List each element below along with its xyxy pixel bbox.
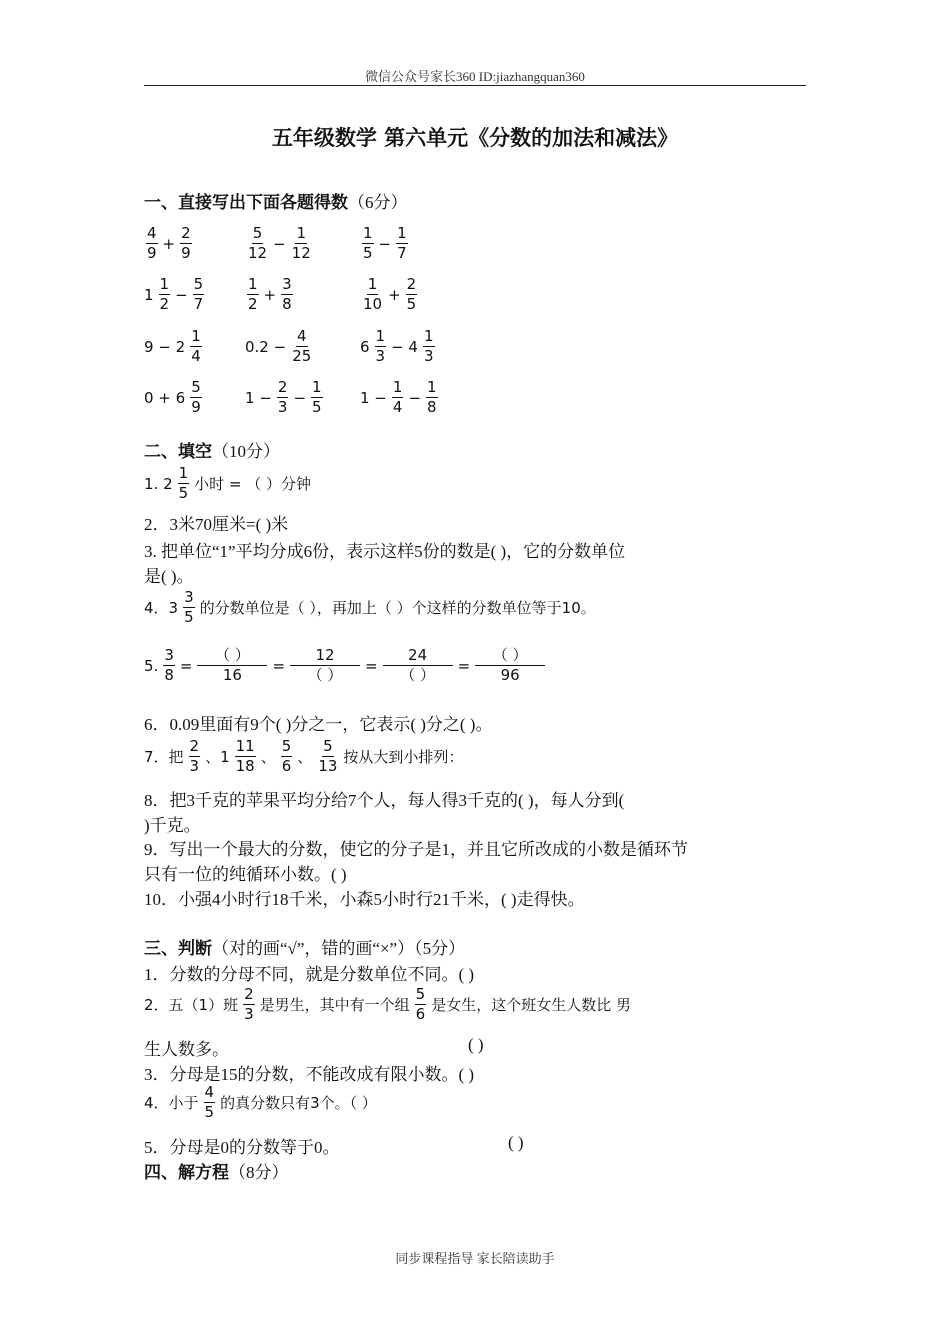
expr-text: 5. <box>144 656 159 675</box>
fraction-numerator: 1 <box>159 275 170 293</box>
fraction-denominator: 8 <box>427 398 437 416</box>
fraction <box>362 224 374 263</box>
q2-2: 2．3米70厘米=( )米 <box>144 515 289 534</box>
q3-2-line2: 生人数多。 <box>144 1040 229 1059</box>
fraction-denominator: 3 <box>189 757 200 775</box>
fraction-numerator: 1 <box>367 275 378 293</box>
fraction <box>291 327 312 366</box>
expr-text: 2．五（1）班 <box>144 996 239 1014</box>
expr-text: 、1 <box>205 748 230 766</box>
fraction-denominator: 7 <box>193 295 204 313</box>
fraction-numerator: 2 <box>189 737 200 755</box>
fraction-numerator: 5 <box>323 737 333 755</box>
fraction <box>383 646 453 685</box>
page-title: 五年级数学 第六单元《分数的加法和减法》 <box>271 126 679 150</box>
fraction-denominator: 5 <box>312 398 322 416</box>
fraction-denominator: 13 <box>318 757 338 775</box>
fraction-denominator: 3 <box>244 1005 254 1023</box>
fraction-numerator: 2 <box>244 985 254 1003</box>
fraction <box>159 275 171 314</box>
fraction <box>163 646 175 685</box>
fraction <box>311 378 323 417</box>
fraction-denominator: 25 <box>292 347 312 365</box>
calc-item <box>360 224 410 263</box>
fraction-numerator: 1 <box>248 275 258 293</box>
expr-text: 1. 2 <box>144 474 173 493</box>
fraction-numerator: 1 <box>427 378 437 396</box>
expr-text: − <box>175 285 188 304</box>
fraction-denominator: 4 <box>392 398 403 416</box>
expr-text: + <box>388 285 401 304</box>
calc-item <box>245 224 314 263</box>
fraction <box>247 224 268 263</box>
fraction-denominator: 4 <box>191 347 201 365</box>
expr-text: − <box>378 234 392 253</box>
page-header: 微信公众号家长360 ID:jiazhangquan360 <box>365 69 585 84</box>
fraction-denominator: 3 <box>423 347 434 365</box>
expr-text: − <box>408 388 422 407</box>
expr-text: 小时 = （ ）分钟 <box>194 475 312 493</box>
calc-item <box>144 224 194 263</box>
fraction-denominator: 9 <box>147 244 157 262</box>
fraction <box>183 588 195 627</box>
section1-heading: 一、直接写出下面各题得数（6分） <box>144 193 408 213</box>
fraction-numerator: 1 <box>363 224 373 242</box>
fraction <box>180 224 192 263</box>
fraction-numerator: 3 <box>164 646 174 664</box>
expr-text: 按从大到小排列： <box>343 748 464 766</box>
fraction-denominator: 5 <box>363 244 373 262</box>
expr-text: 是男生，其中有一个组 <box>259 996 410 1014</box>
calc-item <box>360 327 437 366</box>
fraction <box>193 275 205 314</box>
fraction <box>406 275 418 314</box>
q3-5-answer: ( ) <box>508 1133 524 1152</box>
expr-text: − <box>273 234 286 253</box>
fraction <box>235 737 256 776</box>
fraction-denominator: 7 <box>397 244 407 262</box>
page-footer: 同步课程指导 家长陪读助手 <box>395 1251 555 1266</box>
section2-heading: 二、填空（10分） <box>144 442 280 462</box>
fraction <box>178 464 190 503</box>
fraction-numerator: 1 <box>296 224 306 242</box>
fraction-numerator: 5 <box>252 224 263 242</box>
q3-5: 5．分母是0的分数等于0。 <box>144 1138 340 1157</box>
fraction <box>317 737 338 776</box>
expr-text: 1 <box>144 285 154 304</box>
fraction <box>197 646 267 685</box>
fraction <box>423 327 435 366</box>
expr-text: + <box>263 285 277 304</box>
fraction-denominator: 6 <box>281 757 292 775</box>
fraction-denominator: 12 <box>248 244 268 262</box>
fraction-numerator: 2 <box>181 224 191 242</box>
fraction <box>146 224 158 263</box>
calc-item <box>144 327 204 366</box>
fraction-numerator: 1 <box>392 378 403 396</box>
fraction-numerator: 11 <box>235 737 255 755</box>
fraction <box>375 327 387 366</box>
expr-text: 1 − <box>360 388 387 407</box>
fraction-denominator: 12 <box>291 244 311 262</box>
fraction-denominator: 96 <box>500 666 520 684</box>
fraction-numerator: 4 <box>204 1083 215 1101</box>
expr-text: 7．把 <box>144 748 184 766</box>
fraction-denominator: 8 <box>164 666 174 684</box>
expr-text: 4．3 <box>144 599 179 617</box>
fraction <box>392 378 404 417</box>
fraction-numerator: 5 <box>191 378 201 396</box>
fraction-numerator: 5 <box>415 985 426 1003</box>
fraction-denominator: 5 <box>184 608 194 626</box>
fraction-denominator: 18 <box>235 757 255 775</box>
fraction-denominator: 3 <box>277 398 288 416</box>
fraction <box>190 327 202 366</box>
expr-text: + <box>162 234 176 253</box>
fraction-numerator: 1 <box>397 224 407 242</box>
fraction <box>281 275 293 314</box>
fraction-numerator: 3 <box>184 588 194 606</box>
q3-1: 1．分数的分母不同，就是分数单位不同。( ) <box>144 965 475 984</box>
q2-8-line1: 8．把3千克的苹果平均分给7个人，每人得3千克的( )，每人分到( <box>144 791 625 810</box>
section4-heading: 四、解方程（8分） <box>144 1163 289 1183</box>
fraction-numerator: 1 <box>423 327 434 345</box>
expr-text: 4．小于 <box>144 1094 199 1112</box>
fraction-numerator: 12 <box>290 646 360 666</box>
fraction-denominator: 2 <box>248 295 258 313</box>
q2-1 <box>144 464 311 503</box>
expr-text: − <box>293 388 307 407</box>
expr-text: 0 + 6 <box>144 388 186 407</box>
calc-item <box>360 378 440 417</box>
fraction-numerator: 1 <box>178 464 189 482</box>
fraction <box>247 275 259 314</box>
q3-3: 3．分母是15的分数，不能改成有限小数。( ) <box>144 1065 475 1084</box>
calc-item <box>360 275 419 314</box>
fraction-numerator: 1 <box>375 327 386 345</box>
expr-text: 0.2 − <box>245 337 287 356</box>
fraction-numerator: （ ） <box>475 646 545 666</box>
fraction-denominator: 2 <box>159 295 170 313</box>
fraction <box>291 224 312 263</box>
fraction-numerator: （ ） <box>197 646 267 666</box>
fraction <box>281 737 293 776</box>
fraction-denominator: 5 <box>178 484 189 502</box>
fraction-denominator: 3 <box>375 347 386 365</box>
expr-text: 的真分数只有3个。（ ） <box>220 1094 377 1112</box>
calc-item <box>245 275 295 314</box>
fraction-numerator: 1 <box>312 378 322 396</box>
header-divider <box>144 85 806 86</box>
q2-10: 10．小强4小时行18千米，小森5小时行21千米，( )走得快。 <box>144 890 585 909</box>
q2-4 <box>144 588 596 627</box>
calc-item <box>245 327 314 366</box>
q2-6: 6．0.09里面有9个( )分之一，它表示( )分之( )。 <box>144 715 493 734</box>
expr-text: = <box>272 656 286 675</box>
q2-3-line1: 3. 把单位“1”平均分成6份，表示这样5份的数是( )，它的分数单位 <box>144 542 626 561</box>
q2-9-line1: 9．写出一个最大的分数，使它的分子是1，并且它所改成的小数是循环节 <box>144 840 688 859</box>
fraction <box>475 646 545 685</box>
fraction <box>204 1083 216 1122</box>
q3-2 <box>144 985 631 1024</box>
expr-text: 、 <box>260 748 276 766</box>
fraction-denominator: 5 <box>204 1103 215 1121</box>
expr-text: 1 − <box>245 388 272 407</box>
q3-2-answer: ( ) <box>468 1035 484 1054</box>
fraction <box>290 646 360 685</box>
q2-8-line2: )千克。 <box>144 816 201 835</box>
fraction <box>277 378 289 417</box>
calc-item <box>144 275 206 314</box>
expr-text: = <box>365 656 378 675</box>
calc-item <box>245 378 325 417</box>
fraction-denominator: （ ） <box>400 666 435 684</box>
q2-3-line2: 是( )。 <box>144 567 194 586</box>
fraction-denominator: 9 <box>181 244 191 262</box>
fraction <box>362 275 383 314</box>
fraction <box>396 224 408 263</box>
fraction-numerator: 2 <box>277 378 288 396</box>
fraction <box>190 378 202 417</box>
fraction-denominator: 6 <box>415 1005 426 1023</box>
q2-5 <box>144 646 547 685</box>
expr-text: 9 − 2 <box>144 337 186 356</box>
expr-text: 的分数单位是（ ），再加上（ ）个这样的分数单位等于10。 <box>199 599 596 617</box>
fraction-denominator: 10 <box>363 295 383 313</box>
fraction-denominator: （ ） <box>307 666 343 684</box>
section3-heading: 三、判断（对的画“√”，错的画“×”）（5分） <box>144 939 466 959</box>
fraction-numerator: 1 <box>191 327 201 345</box>
fraction-numerator: 5 <box>193 275 204 293</box>
fraction-numerator: 5 <box>281 737 292 755</box>
fraction-denominator: 5 <box>406 295 417 313</box>
expr-text: − 4 <box>391 337 418 356</box>
fraction <box>189 737 201 776</box>
fraction-numerator: 4 <box>296 327 307 345</box>
expr-text: = <box>179 656 193 675</box>
fraction <box>243 985 255 1024</box>
calc-item <box>144 378 204 417</box>
fraction-denominator: 8 <box>282 295 292 313</box>
fraction-numerator: 24 <box>383 646 453 666</box>
expr-text: 、 <box>297 748 313 766</box>
q2-9-line2: 只有一位的纯循环小数。( ) <box>144 865 347 884</box>
fraction-numerator: 4 <box>147 224 157 242</box>
q2-7 <box>144 737 463 776</box>
expr-text: 是女生，这个班女生人数比 男 <box>431 996 631 1014</box>
fraction-denominator: 16 <box>222 666 242 684</box>
expr-text: = <box>457 656 471 675</box>
fraction <box>426 378 438 417</box>
fraction-numerator: 3 <box>282 275 292 293</box>
q3-4 <box>144 1083 377 1122</box>
expr-text: 6 <box>360 337 370 356</box>
fraction-denominator: 9 <box>191 398 201 416</box>
fraction <box>415 985 427 1024</box>
fraction-numerator: 2 <box>406 275 417 293</box>
